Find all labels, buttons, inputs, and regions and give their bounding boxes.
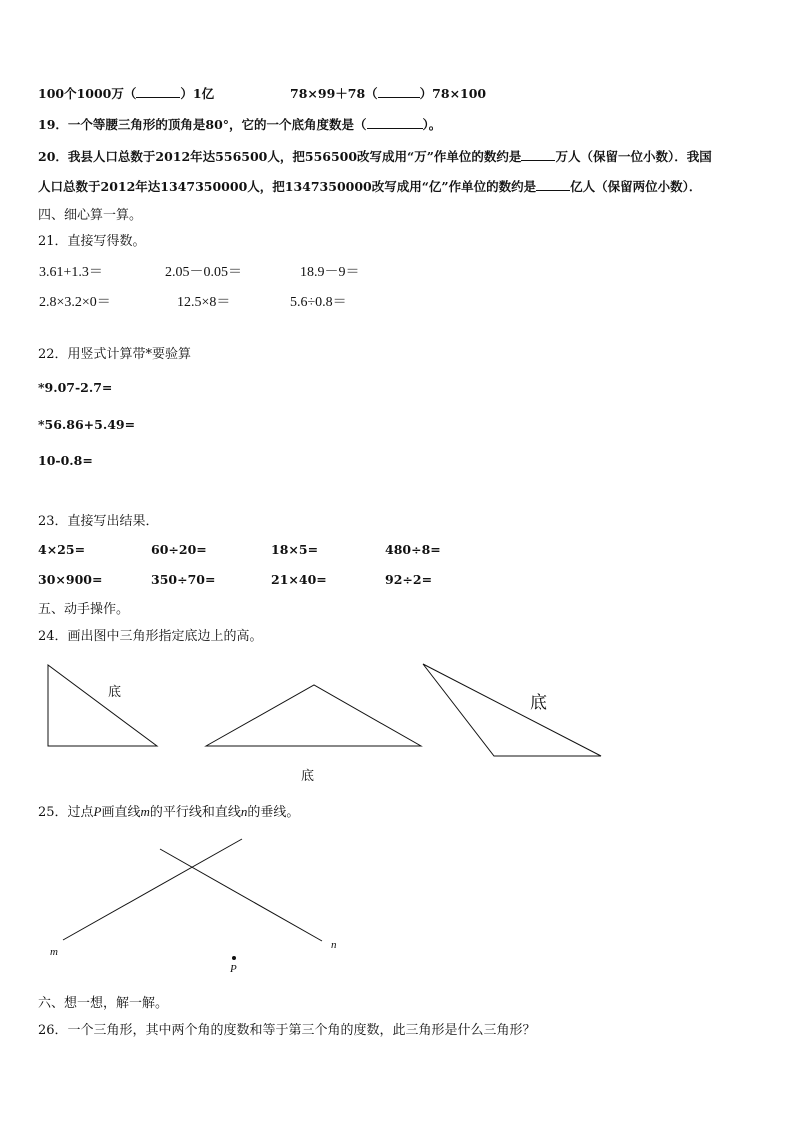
calc-item: 5.6÷0.8＝ (290, 295, 347, 310)
calc-item: 30×900= (38, 572, 103, 587)
calc-item: 3.61+1.3＝ (39, 265, 103, 280)
calc-item: 18.9－9＝ (300, 265, 360, 280)
line-n-label: n (331, 939, 337, 951)
line-m-symbol: m (140, 804, 150, 819)
base-label: 底 (301, 769, 315, 784)
point-p-label: P (230, 963, 237, 975)
section-5-heading: 五、动手操作。 (38, 602, 130, 617)
acute-tilted-triangle (423, 664, 601, 756)
line-n (160, 849, 322, 941)
line-n-symbol: n (240, 804, 248, 819)
question-22-title: 22．用竖式计算带*要验算 (38, 347, 192, 362)
section-4-heading: 四、细心算一算。 (38, 208, 143, 223)
line-m-label: m (50, 946, 58, 958)
question-19-end: ）。 (422, 117, 442, 132)
question-24-title: 24．画出图中三角形指定底边上的高。 (38, 629, 263, 644)
q25-text-a: 25．过点 (38, 805, 94, 820)
q20-text-c: 人口总数于2012年达1347350000人，把1347350000改写成用“亿”作单位的数约是 (38, 179, 537, 194)
compare-left-end: ）1亿 (180, 86, 215, 101)
obtuse-triangle (206, 685, 421, 746)
calc-item: 18×5= (271, 542, 319, 557)
base-label: 底 (108, 685, 122, 700)
calc-item: 60÷20= (151, 542, 207, 557)
compare-left-text: 100个1000万（ (38, 86, 137, 101)
point-p-symbol: P (93, 804, 102, 819)
question-21-title: 21．直接写得数。 (38, 234, 146, 249)
q20-text-b: 万人（保留一位小数）．我国 (555, 149, 712, 164)
q25-text-c: 的平行线和直线 (149, 805, 241, 820)
q20-text-a: 20．我县人口总数于2012年达556500人，把556500改写成用“万”作单位的数约是 (38, 149, 522, 164)
calc-item: 21×40= (271, 572, 327, 587)
q25-text-d: 的垂线。 (247, 805, 300, 820)
q25-text-b: 画直线 (101, 805, 141, 820)
q20-text-d: 亿人（保留两位小数）． (570, 179, 702, 194)
calc-item: 480÷8= (385, 542, 441, 557)
calc-item: 92÷2= (385, 572, 433, 587)
point-p (232, 956, 236, 960)
base-label: 底 (530, 693, 547, 713)
calc-item: 4×25= (38, 542, 86, 557)
vertical-calc-item: *9.07-2.7= (38, 380, 113, 395)
vertical-calc-item: *56.86+5.49= (38, 417, 136, 432)
calc-item: 12.5×8＝ (177, 295, 231, 310)
section-6-heading: 六、想一想，解一解。 (38, 996, 169, 1011)
compare-right-end: ）78×100 (419, 86, 487, 101)
question-19-text: 19．一个等腰三角形的顶角是80°，它的一个底角度数是（ (38, 117, 367, 132)
calc-item: 2.8×3.2×0＝ (39, 295, 111, 310)
vertical-calc-item: 10-0.8= (38, 453, 93, 468)
question-23-title: 23．直接写出结果． (38, 514, 159, 529)
question-26: 26．一个三角形，其中两个角的度数和等于第三个角的度数，此三角形是什么三角形？ (38, 1023, 536, 1038)
right-triangle (48, 665, 157, 746)
compare-right-text: 78×99＋78（ (290, 86, 378, 101)
line-m (63, 839, 242, 940)
calc-item: 2.05－0.05＝ (165, 265, 242, 280)
calc-item: 350÷70= (151, 572, 216, 587)
